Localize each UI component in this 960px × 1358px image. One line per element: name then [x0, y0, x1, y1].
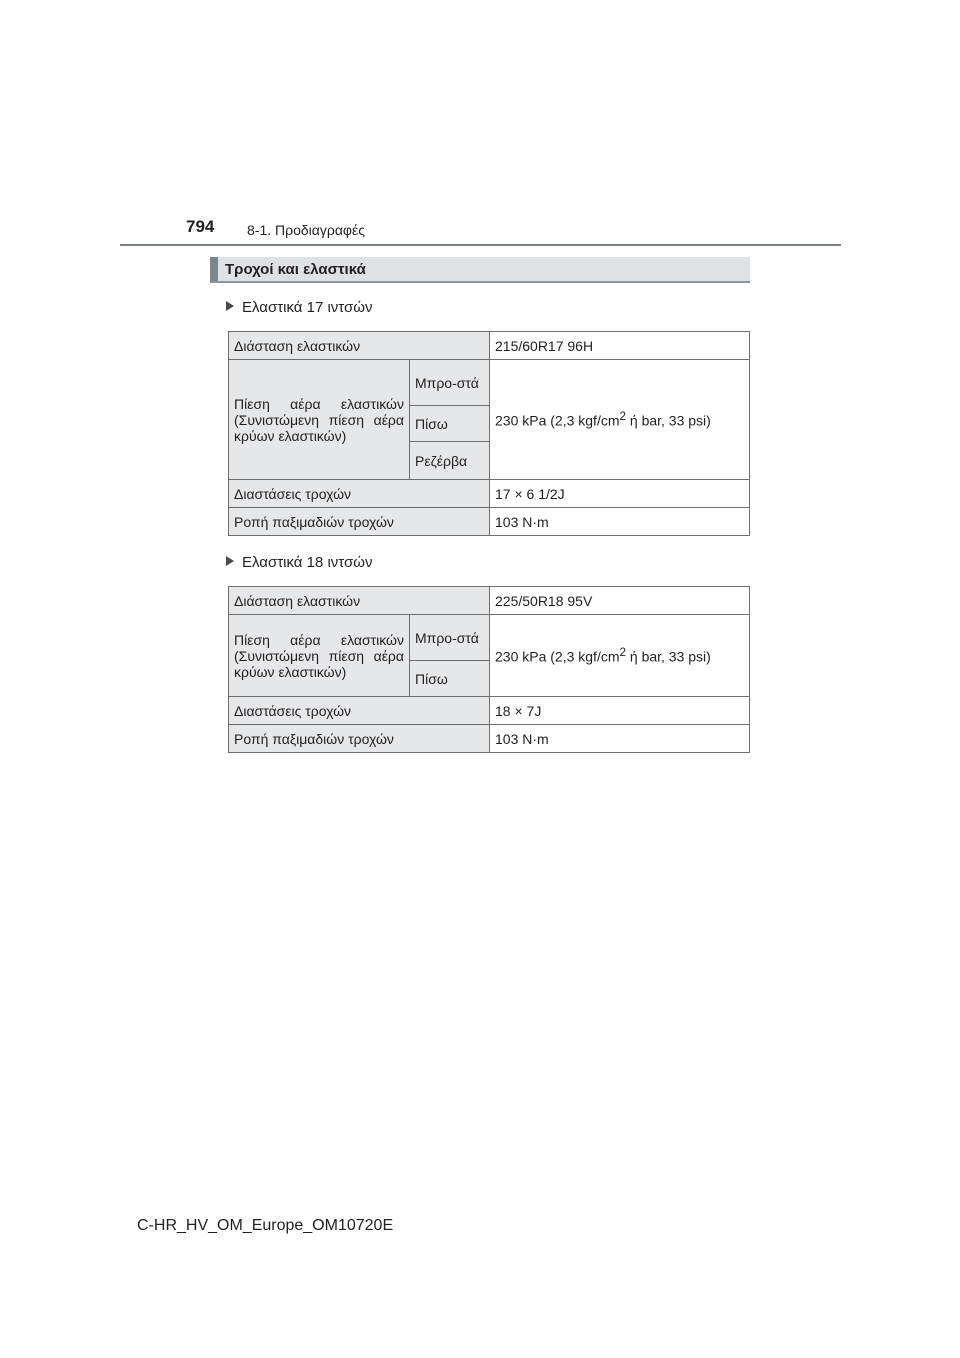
pressure-value	[490, 615, 750, 697]
subheading-18-text: Ελαστικά 18 ιντσών	[242, 554, 373, 571]
pressure-value-sup: 2	[619, 410, 626, 424]
table-row	[229, 725, 750, 753]
torque-label: Ροπή παξιμαδιών τροχών	[229, 725, 490, 753]
wheel-size-value: 17 × 6 1/2J	[490, 480, 750, 508]
table-row	[229, 615, 750, 661]
pressure-value-rest: ή bar, 33 psi)	[626, 648, 711, 665]
table-row	[229, 697, 750, 725]
torque-label: Ροπή παξιμαδιών τροχών	[229, 508, 490, 536]
table-row	[229, 587, 750, 615]
section-heading-bar	[210, 257, 750, 283]
page-number: 794	[186, 217, 215, 236]
triangle-bullet-icon	[226, 301, 234, 311]
table-row	[229, 360, 750, 406]
pressure-label: Πίεση αέρα ελαστικών (Συνιστώμενη πίεση αέρα κρύων ελαστικών)	[229, 360, 410, 480]
tire-size-value: 225/50R18 95V	[490, 587, 750, 615]
position-rear: Πίσω	[410, 661, 490, 697]
pressure-value-sup: 2	[619, 646, 626, 660]
section-title: 8-1. Προδιαγραφές	[247, 222, 365, 238]
footer-document-code: C-HR_HV_OM_Europe_OM10720E	[137, 1217, 394, 1234]
position-spare: Ρεζέρβα	[410, 442, 490, 480]
table-row	[229, 332, 750, 360]
heading-accent	[210, 257, 218, 281]
tire-size-label: Διάσταση ελαστικών	[229, 332, 490, 360]
pressure-value	[490, 360, 750, 480]
tire-size-value: 215/60R17 96H	[490, 332, 750, 360]
spec-table-18	[228, 586, 750, 753]
wheel-size-label: Διαστάσεις τροχών	[229, 480, 490, 508]
wheel-size-value: 18 × 7J	[490, 697, 750, 725]
pressure-value-rest: ή bar, 33 psi)	[626, 412, 711, 429]
torque-value: 103 N·m	[490, 725, 750, 753]
subheading-17	[226, 299, 373, 316]
header-rule	[120, 244, 841, 246]
tire-size-label: Διάσταση ελαστικών	[229, 587, 490, 615]
triangle-bullet-icon	[226, 556, 234, 566]
table-row	[229, 508, 750, 536]
spec-table-17	[228, 331, 750, 536]
section-heading: Τροχοί και ελαστικά	[225, 261, 366, 278]
pressure-label: Πίεση αέρα ελαστικών (Συνιστώμενη πίεση αέρα κρύων ελαστικών)	[229, 615, 410, 697]
subheading-18	[226, 554, 373, 571]
position-front: Μπρο-στά	[410, 615, 490, 661]
pressure-value-text: 230 kPa (2,3 kgf/cm	[495, 412, 620, 429]
torque-value: 103 N·m	[490, 508, 750, 536]
subheading-17-text: Ελαστικά 17 ιντσών	[242, 299, 373, 316]
position-front: Μπρο-στά	[410, 360, 490, 406]
wheel-size-label: Διαστάσεις τροχών	[229, 697, 490, 725]
pressure-value-text: 230 kPa (2,3 kgf/cm	[495, 648, 620, 665]
table-row	[229, 480, 750, 508]
position-rear: Πίσω	[410, 406, 490, 442]
